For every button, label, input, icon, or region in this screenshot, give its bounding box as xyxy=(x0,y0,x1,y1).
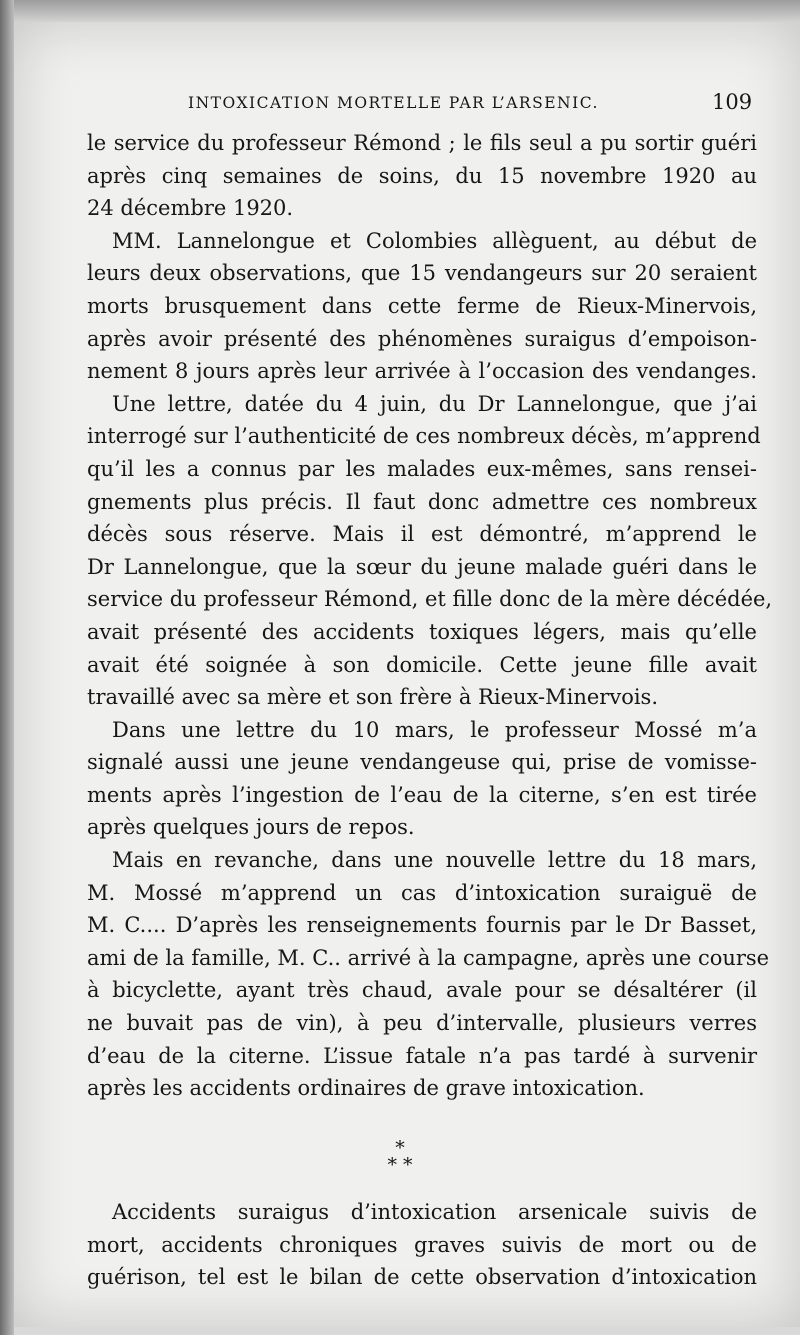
text-line: ami de la famille, M. C.. arrivé à la campagne, après une course xyxy=(87,945,770,970)
scan-top-edge xyxy=(0,0,800,22)
text-line: nement 8 jours après leur arrivée à l’occasion des vendanges. xyxy=(87,359,757,384)
text-line: ne buvait pas de vin), à peu d’intervalle, plusieurs verres xyxy=(87,1011,757,1036)
text-line: après quelques jours de repos. xyxy=(87,815,415,840)
separator-top-star: * xyxy=(395,1137,405,1159)
text-line: M. C.... D’après les renseignements fournis par le Dr Basset, xyxy=(87,913,757,938)
text-line: Dr Lannelongue, que la sœur du jeune malade guéri dans le xyxy=(87,554,757,579)
text-line: Mais en revanche, dans une nouvelle lettre du 18 mars, xyxy=(112,848,757,873)
text-line: décès sous réserve. Mais il est démontré, m’apprend le xyxy=(87,522,757,547)
separator-bottom-stars: * * xyxy=(387,1154,413,1176)
final-paragraph xyxy=(87,1196,757,1294)
section-separator xyxy=(0,1137,800,1176)
text-line: qu’il les a connus par les malades eux-mêmes, sans rensei- xyxy=(87,456,757,481)
text-line: après avoir présenté des phénomènes suraigus d’empoison- xyxy=(87,326,757,351)
text-line: ments après l’ingestion de l’eau de la citerne, s’en est tirée xyxy=(87,782,757,807)
running-title: INTOXICATION MORTELLE PAR L’ARSENIC. xyxy=(188,94,599,112)
text-line: signalé aussi une jeune vendangeuse qui, prise de vomisse- xyxy=(87,750,757,775)
text-line: Accidents suraigus d’intoxication arsenicale suivis de xyxy=(112,1200,757,1224)
text-line: avait été soignée à son domicile. Cette jeune fille avait xyxy=(87,652,757,677)
text-line: le service du professeur Rémond ; le fils seul a pu sortir guéri xyxy=(87,131,757,155)
text-line: après cinq semaines de soins, du 15 novembre 1920 au xyxy=(87,163,757,188)
text-line: morts brusquement dans cette ferme de Rieux-Minervois, xyxy=(87,293,757,318)
text-line: M. Mossé m’apprend un cas d’intoxication suraiguë de xyxy=(87,880,757,905)
text-line: leurs deux observations, que 15 vendangeurs sur 20 seraient xyxy=(87,261,757,286)
text-line: 24 décembre 1920. xyxy=(87,196,294,221)
text-line: service du professeur Rémond, et fille donc de la mère décédée, xyxy=(87,587,773,612)
text-line: gnements plus précis. Il faut donc admettre ces nombreux xyxy=(87,489,757,514)
text-line: Dans une lettre du 10 mars, le professeur Mossé m’a xyxy=(112,717,757,742)
text-line: après les accidents ordinaires de grave intoxication. xyxy=(87,1076,645,1101)
scan-left-edge xyxy=(0,0,14,1335)
body-text xyxy=(87,127,773,1105)
page-number: 109 xyxy=(712,90,753,114)
text-line: guérison, tel est le bilan de cette observation d’intoxication xyxy=(87,1265,757,1290)
page-header xyxy=(0,90,800,124)
text-line: à bicyclette, ayant très chaud, avale pour se désaltérer (il xyxy=(87,978,757,1003)
text-line: Une lettre, datée du 4 juin, du Dr Lannelongue, que j’ai xyxy=(112,391,757,416)
text-line: d’eau de la citerne. L’issue fatale n’a pas tardé à survenir xyxy=(87,1043,757,1068)
text-line: avait présenté des accidents toxiques légers, mais qu’elle xyxy=(87,619,757,644)
text-line: MM. Lannelongue et Colombies allèguent, au début de xyxy=(112,228,757,253)
text-line: interrogé sur l’authenticité de ces nombreux décès, m’apprend xyxy=(87,424,761,449)
text-line: travaillé avec sa mère et son frère à Rieux-Minervois. xyxy=(87,685,659,710)
text-line: mort, accidents chroniques graves suivis de mort ou de xyxy=(87,1232,757,1257)
